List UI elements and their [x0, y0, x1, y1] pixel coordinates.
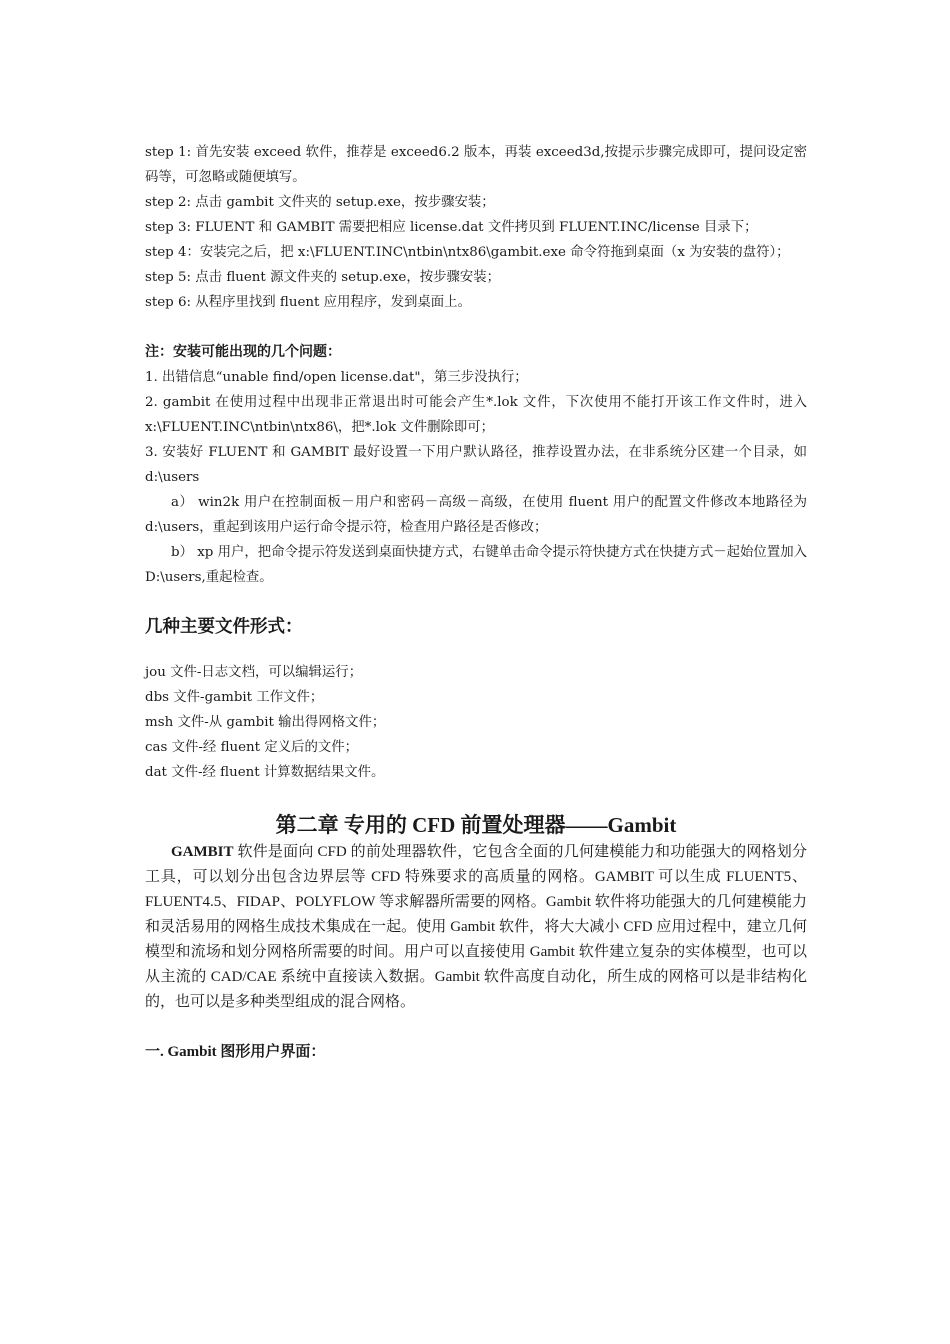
note-1: 1. 出错信息“unable find/open license.dat"，第三步没执行； — [145, 370, 528, 385]
chapter-paragraph — [145, 840, 807, 1015]
step-6: step 6: 从程序里找到 fluent 应用程序，发到桌面上。 — [145, 295, 471, 310]
notes-title: 注：安装可能出现的几个问题： — [145, 344, 341, 360]
note-2: 2. gambit 在使用过程中出现非正常退出时可能会产生*.lok 文件，下次使用不能打开该工作文件时，进入 x:\FLUENT.INC\ntbin\ntx86\，把*.lok 文件删除即可； — [145, 395, 807, 435]
step-2: step 2: 点击 gambit 文件夹的 setup.exe，按步骤安装； — [145, 195, 495, 210]
note-3: 3. 安装好 FLUENT 和 GAMBIT 最好设置一下用户默认路径，推荐设置办法，在非系统分区建一个目录，如 d:\users — [145, 445, 807, 485]
step-5: step 5: 点击 fluent 源文件夹的 setup.exe，按步骤安装； — [145, 270, 501, 285]
format-dbs: dbs 文件-gambit 工作文件； — [145, 690, 324, 705]
format-jou: jou 文件-日志文档，可以编辑运行； — [145, 665, 363, 680]
chapter-lead: GAMBIT — [171, 844, 234, 860]
format-cas: cas 文件-经 fluent 定义后的文件； — [145, 740, 359, 755]
chapter-title: 第二章 专用的 CFD 前置处理器——Gambit — [275, 813, 677, 837]
step-1: step 1: 首先安装 exceed 软件，推荐是 exceed6.2 版本，再装 exceed3d,按提示步骤完成即可，提问设定密码等，可忽略或随便填写。 — [145, 145, 807, 185]
chapter-body: 软件是面向 CFD 的前处理器软件，它包含全面的几何建模能力和功能强大的网格划分工具，可以划分出包含边界层等 CFD 特殊要求的高质量的网格。GAMBIT 可以生成 FLUENT5、FLUENT4.5、FIDAP、POLYFLOW 等求解器所需要的网格。Gambit 软件将功能强大的几何建模能力和灵活易用的网格生成技术集成在一起。使用 Gambit 软件，将大大减小 CFD 应用过程中，建立几何模型和流场和划分网格所需要的时间。用户可以直接使用 Gambit 软件建立复杂的实体模型，也可以从主流的 CAD/CAE 系统中直接读入数据。Gambit 软件高度自动化，所生成的网格可以是非结构化的，也可以是多种类型组成的混合网格。 — [145, 844, 807, 1010]
install-steps — [145, 140, 807, 315]
step-3: step 3: FLUENT 和 GAMBIT 需要把相应 license.dat 文件拷贝到 FLUENT.INC/license 目录下； — [145, 220, 758, 235]
document-page — [145, 140, 807, 1065]
step-4: step 4：安装完之后，把 x:\FLUENT.INC\ntbin\ntx86\gambit.exe 命令符拖到桌面（x 为安装的盘符）； — [145, 245, 790, 260]
format-msh: msh 文件-从 gambit 输出得网格文件； — [145, 715, 386, 730]
note-3b: b） xp 用户，把命令提示符发送到桌面快捷方式，右键单击命令提示符快捷方式在快捷方式－起始位置加入 D:\users,重起检查。 — [145, 545, 807, 585]
notes-list — [145, 365, 807, 590]
format-dat: dat 文件-经 fluent 计算数据结果文件。 — [145, 765, 385, 780]
formats-list — [145, 660, 807, 785]
formats-title: 几种主要文件形式： — [145, 617, 303, 637]
section-heading: 一. Gambit 图形用户界面： — [145, 1044, 326, 1060]
note-3a: a） win2k 用户在控制面板－用户和密码－高级－高级，在使用 fluent 用户的配置文件修改本地路径为 d:\users，重起到该用户运行命令提示符，检查用户路径是否修改； — [145, 495, 807, 535]
